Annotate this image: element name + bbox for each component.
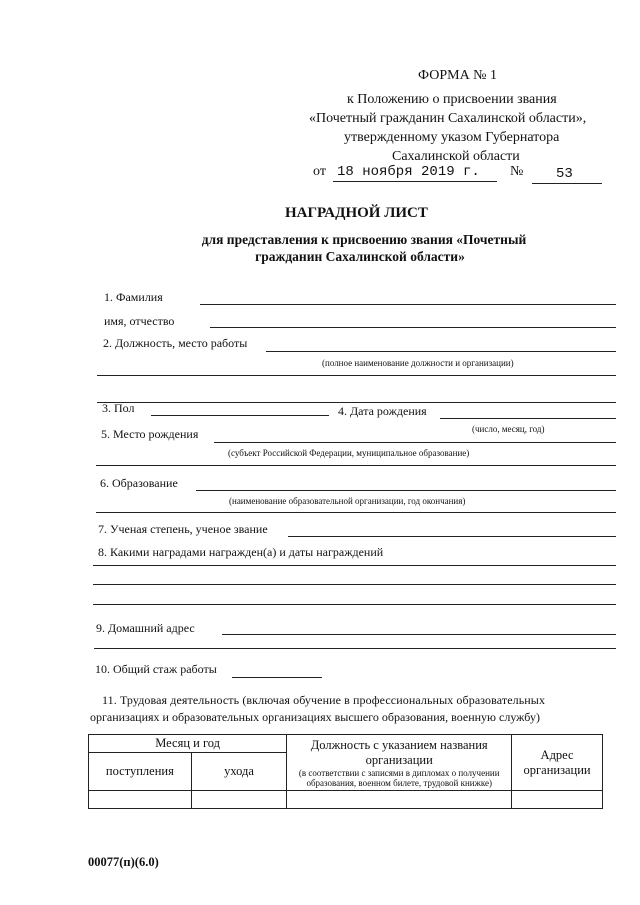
address-header (512, 735, 603, 791)
form-label: ФОРМА № 1 (418, 68, 498, 83)
header-line-1: к Положению о присвоении звания (347, 92, 557, 107)
birthdate-label: 4. Дата рождения (338, 404, 427, 418)
document-subtitle-1: для представления к присвоению звания «Почетный (201, 232, 527, 247)
address-header-1: Адрес (540, 747, 574, 762)
position-line-3[interactable] (97, 402, 616, 403)
position-line-2[interactable] (97, 375, 616, 376)
start-header: поступления (89, 753, 192, 791)
end-header: ухода (191, 753, 287, 791)
number-prefix: № (510, 164, 524, 179)
header-line-3: утвержденному указом Губернатора (344, 130, 560, 145)
table-cell-start[interactable] (89, 791, 192, 809)
awards-line-3[interactable] (93, 604, 616, 605)
surname-line[interactable] (200, 304, 616, 305)
address-header-2: организации (523, 762, 591, 777)
table-cell-address[interactable] (512, 791, 603, 809)
table-row (89, 791, 603, 809)
experience-label: 10. Общий стаж работы (95, 662, 217, 676)
sex-line[interactable] (151, 415, 329, 416)
education-hint: (наименование образовательной организации, год окончания) (229, 496, 466, 506)
address-line-2[interactable] (94, 648, 616, 649)
position-header-note-2: образования, военном билете, трудовой книжке) (306, 777, 492, 788)
position-header (287, 735, 512, 791)
degree-label: 7. Ученая степень, ученое звание (98, 522, 268, 536)
birthdate-hint: (число, месяц, год) (472, 424, 545, 434)
date-underline (333, 181, 497, 182)
experience-line[interactable] (232, 677, 322, 678)
position-hint: (полное наименование должности и организации) (322, 358, 514, 368)
awards-line-1[interactable] (93, 565, 616, 566)
education-line-2[interactable] (96, 512, 616, 513)
table-cell-position[interactable] (287, 791, 512, 809)
address-line[interactable] (222, 634, 616, 635)
labor-text-2: организациях и образовательных организациях высшего образования, военную службу) (90, 710, 540, 724)
awards-label: 8. Какими наградами награжден(а) и даты награждений (98, 545, 384, 559)
labor-table (88, 734, 603, 809)
degree-line[interactable] (288, 536, 616, 537)
footer-code: 00077(п)(6.0) (88, 855, 159, 869)
position-header-note-1: (в соответствии с записями в дипломах о получении (298, 767, 500, 778)
position-label: 2. Должность, место работы (103, 336, 248, 350)
position-header-title-1: Должность с указанием названия (310, 737, 488, 752)
month-year-header: Месяц и год (89, 735, 287, 753)
number-value: 53 (556, 166, 573, 182)
education-line[interactable] (196, 490, 616, 491)
awards-line-2[interactable] (93, 584, 616, 585)
name-line[interactable] (210, 327, 616, 328)
birthdate-line[interactable] (440, 418, 616, 419)
birthplace-hint: (субъект Российской Федерации, муниципальное образование) (228, 448, 470, 458)
position-header-title-2: организации (365, 752, 433, 767)
birthplace-line[interactable] (214, 442, 616, 443)
header-line-2: «Почетный гражданин Сахалинской области», (309, 111, 587, 126)
document-title: НАГРАДНОЙ ЛИСТ (285, 205, 428, 221)
birthplace-label: 5. Место рождения (101, 427, 199, 441)
date-value: 18 ноября 2019 г. (337, 164, 480, 180)
position-line[interactable] (266, 351, 616, 352)
document-subtitle-2: гражданин Сахалинской области» (255, 249, 465, 264)
education-label: 6. Образование (100, 476, 178, 490)
number-underline (532, 183, 602, 184)
address-label: 9. Домашний адрес (96, 621, 195, 635)
date-prefix: от (313, 164, 326, 179)
labor-text-1: 11. Трудовая деятельность (включая обучение в профессиональных образовательных (102, 693, 546, 707)
header-line-4: Сахалинской области (392, 149, 520, 164)
birthplace-line-2[interactable] (96, 465, 616, 466)
sex-label: 3. Пол (102, 401, 135, 415)
surname-label: 1. Фамилия (104, 290, 163, 304)
name-label: имя, отчество (104, 314, 175, 328)
table-cell-end[interactable] (191, 791, 287, 809)
